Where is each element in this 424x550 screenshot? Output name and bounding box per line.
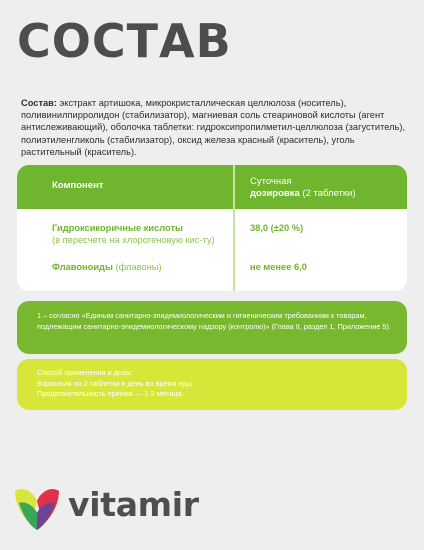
footnote-text: 1 – согласно «Единым санитарно-эпидемиологическим и гигиеническим требованиям к товарам, подлежащим санитарно-эпидемиологическому надзору (контролю)» (Глава II, раздел 1, Приложение 5). [37, 311, 391, 331]
vitamir-logo-icon [13, 487, 61, 531]
usage-box [17, 359, 407, 410]
usage-line2: Продолжительность приема — 1-2 месяца. [37, 389, 184, 398]
component-note: (флавоны) [112, 262, 162, 272]
composition-text [21, 97, 411, 158]
page-title: СОСТАВ [17, 14, 232, 68]
brand-name: vitamir [68, 485, 199, 524]
header-dose-bold: дозировка [250, 188, 300, 199]
component-name: Флавоноиды [52, 262, 113, 272]
header-daily-dose [250, 176, 400, 200]
usage-line1: Взрослым по 2 таблетки в день во время еды. [37, 378, 194, 388]
component-note: (в пересчете на хлорогеновую кис-ту) [52, 234, 215, 245]
component-dose: 38,0 (±20 %) [250, 223, 304, 233]
footnote-box [17, 301, 407, 354]
table-row [52, 223, 227, 246]
composition-body: экстракт артишока, микрокристаллическая целлюлоза (носитель), поливинилпирролидон (стабилизатор), магниевая соль стеариновой кислоты (агент антислеживающий), оболочка таблетки: гидроксипропилметил-целлюлоза (загуститель), полиэтиленгликоль (стабилизатор), оксид железа красный (краситель), уголь растительный (краситель). [21, 98, 406, 157]
component-name: Гидроксикоричные кислоты [52, 223, 184, 233]
table-column-divider [233, 165, 235, 291]
usage-heading: Способ применения и дозы: [37, 368, 133, 377]
usage-text [37, 368, 392, 400]
table-row [52, 262, 162, 272]
header-dose-line1: Суточная [250, 176, 292, 187]
composition-label: Состав: [21, 98, 57, 108]
composition-table [17, 165, 407, 291]
component-dose: не менее 6,0 [250, 262, 307, 272]
header-component: Компонент [52, 180, 104, 191]
header-dose-rest: (2 таблетки) [299, 188, 356, 199]
